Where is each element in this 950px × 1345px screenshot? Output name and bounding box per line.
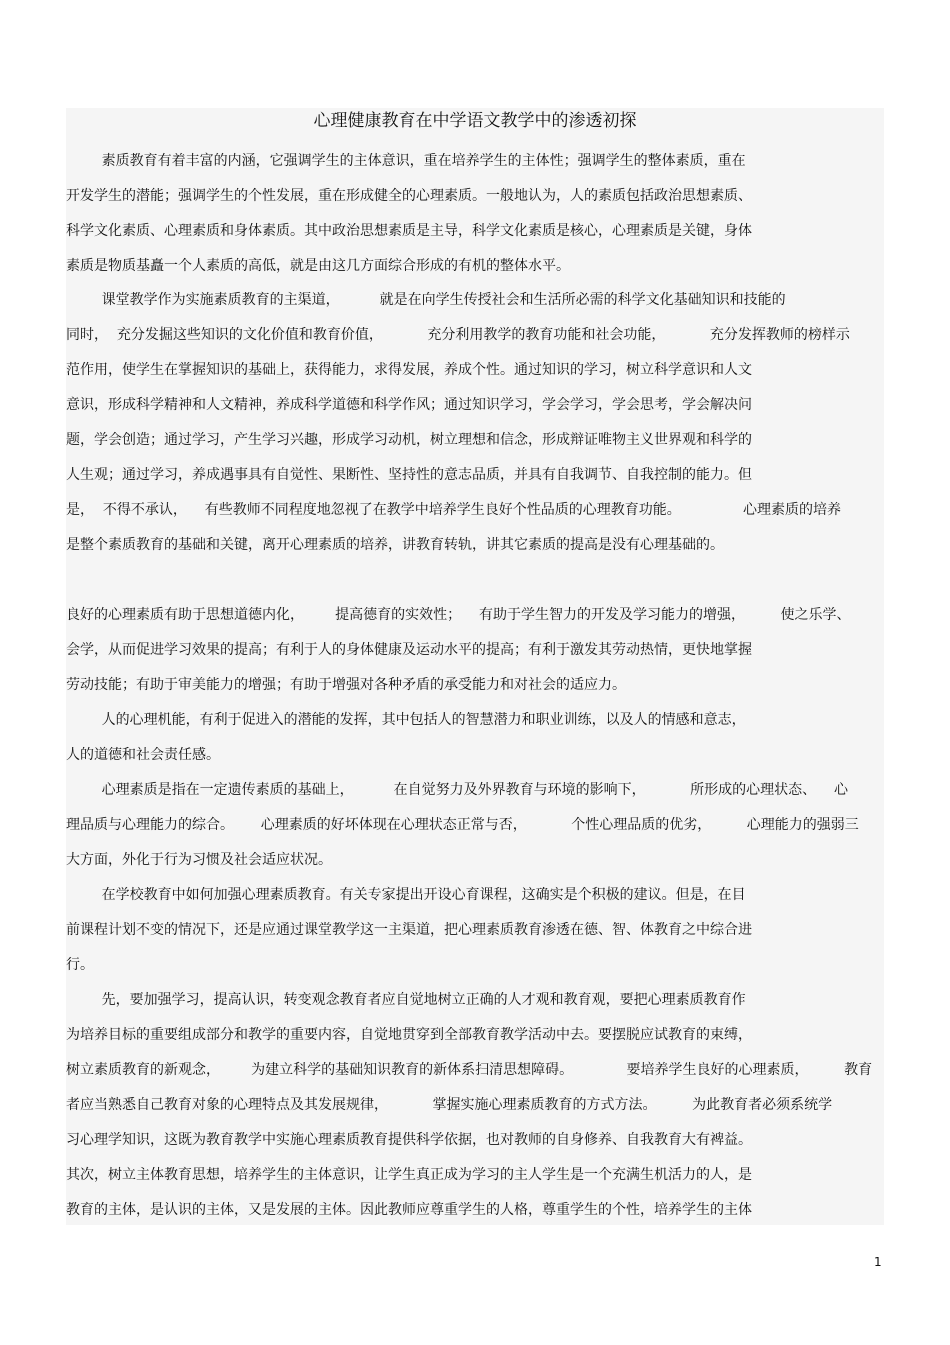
text-line: 同时， 充分发掘这些知识的文化价值和教育价值， 充分利用教学的教育功能和社会功能， 充分发挥教师的榜样示 bbox=[66, 327, 850, 343]
text-line: 意识，形成科学精神和人文精神，养成科学道德和科学作风；通过知识学习，学会学习，学会思考，学会解决问 bbox=[66, 397, 752, 413]
text-line: 者应当熟悉自己教育对象的心理特点及其发展规律， 掌握实施心理素质教育的方式方法。 为此教育者必须系统学 bbox=[66, 1097, 833, 1113]
text-line: 心理素质是指在一定遗传素质的基础上， 在自觉努力及外界教育与环境的影响下， 所形成的心理状态、 心 bbox=[66, 782, 848, 798]
text-line: 为培养目标的重要组成部分和教学的重要内容，自觉地贯穿到全部教育教学活动中去。要摆脱应试教育的束缚， bbox=[66, 1027, 752, 1043]
text-line: 课堂教学作为实施素质教育的主渠道， 就是在向学生传授社会和生活所必需的科学文化基础知识和技能的 bbox=[66, 292, 786, 308]
text-line: 大方面，外化于行为习惯及社会适应状况。 bbox=[66, 852, 332, 868]
text-line: 是整个素质教育的基础和关键，离开心理素质的培养，讲教育转轨，讲其它素质的提高是没有心理基础的。 bbox=[66, 537, 724, 553]
text-line: 行。 bbox=[66, 957, 94, 973]
text-line: 在学校教育中如何加强心理素质教育。有关专家提出开设心育课程，这确实是个积极的建议。但是，在目 bbox=[66, 887, 746, 903]
text-line: 劳动技能；有助于审美能力的增强；有助于增强对各种矛盾的承受能力和对社会的适应力。 bbox=[66, 677, 626, 693]
page-number: 1 bbox=[874, 1255, 882, 1269]
text-line: 习心理学知识，这既为教育教学中实施心理素质教育提供科学依据，也对教师的自身修养、自我教育大有裨益。 bbox=[66, 1132, 752, 1148]
text-line: 会学，从而促进学习效果的提高；有利于人的身体健康及运动水平的提高；有利于激发其劳动热情，更快地掌握 bbox=[66, 642, 752, 658]
text-line: 教育的主体，是认识的主体，又是发展的主体。因此教师应尊重学生的人格，尊重学生的个性，培养学生的主体 bbox=[66, 1202, 752, 1218]
text-line: 人的心理机能，有利于促进入的潜能的发挥，其中包括人的智慧潜力和职业训练，以及人的情感和意志， bbox=[66, 712, 746, 728]
text-line: 范作用，使学生在掌握知识的基础上，获得能力，求得发展，养成个性。通过知识的学习，树立科学意识和人文 bbox=[66, 362, 752, 378]
text-line: 先，要加强学习，提高认识，转变观念教育者应自觉地树立正确的人才观和教育观，要把心理素质教育作 bbox=[66, 992, 746, 1008]
text-line: 是， 不得不承认， 有些教师不同程度地忽视了在教学中培养学生良好个性品质的心理教育功能。 心理素质的培养 bbox=[66, 502, 842, 518]
document-title: 心理健康教育在中学语文教学中的渗透初探 bbox=[313, 111, 637, 131]
text-line: 理品质与心理能力的综合。 心理素质的好坏体现在心理状态正常与否， 个性心理品质的优劣， 心理能力的强弱三 bbox=[66, 817, 859, 833]
text-line: 科学文化素质、心理素质和身体素质。其中政治思想素质是主导，科学文化素质是核心，心理素质是关键，身体 bbox=[66, 223, 752, 239]
text-line: 良好的心理素质有助于思想道德内化， 提高德育的实效性； 有助于学生智力的开发及学习能力的增强， 使之乐学、 bbox=[66, 607, 851, 623]
text-line: 素质教育有着丰富的内涵，它强调学生的主体意识，重在培养学生的主体性；强调学生的整体素质，重在 bbox=[66, 153, 746, 169]
text-line: 题，学会创造；通过学习，产生学习兴趣，形成学习动机，树立理想和信念，形成辩证唯物主义世界观和科学的 bbox=[66, 432, 752, 448]
text-line: 树立素质教育的新观念， 为建立科学的基础知识教育的新体系扫清思想障碍。 要培养学生良好的心理素质， 教育 bbox=[66, 1062, 873, 1078]
text-line: 人的道德和社会责任感。 bbox=[66, 747, 220, 763]
text-line: 前课程计划不变的情况下，还是应通过课堂教学这一主渠道，把心理素质教育渗透在德、智、体教育之中综合进 bbox=[66, 922, 752, 938]
document-content bbox=[66, 108, 884, 1225]
text-line: 其次，树立主体教育思想，培养学生的主体意识，让学生真正成为学习的主人学生是一个充满生机活力的人，是 bbox=[66, 1167, 752, 1183]
text-line: 素质是物质基矗一个人素质的高低，就是由这几方面综合形成的有机的整体水平。 bbox=[66, 258, 570, 274]
text-line: 开发学生的潜能；强调学生的个性发展，重在形成健全的心理素质。一般地认为，人的素质包括政治思想素质、 bbox=[66, 188, 752, 204]
text-line: 人生观；通过学习，养成遇事具有自觉性、果断性、坚持性的意志品质，并具有自我调节、自我控制的能力。但 bbox=[66, 467, 752, 483]
